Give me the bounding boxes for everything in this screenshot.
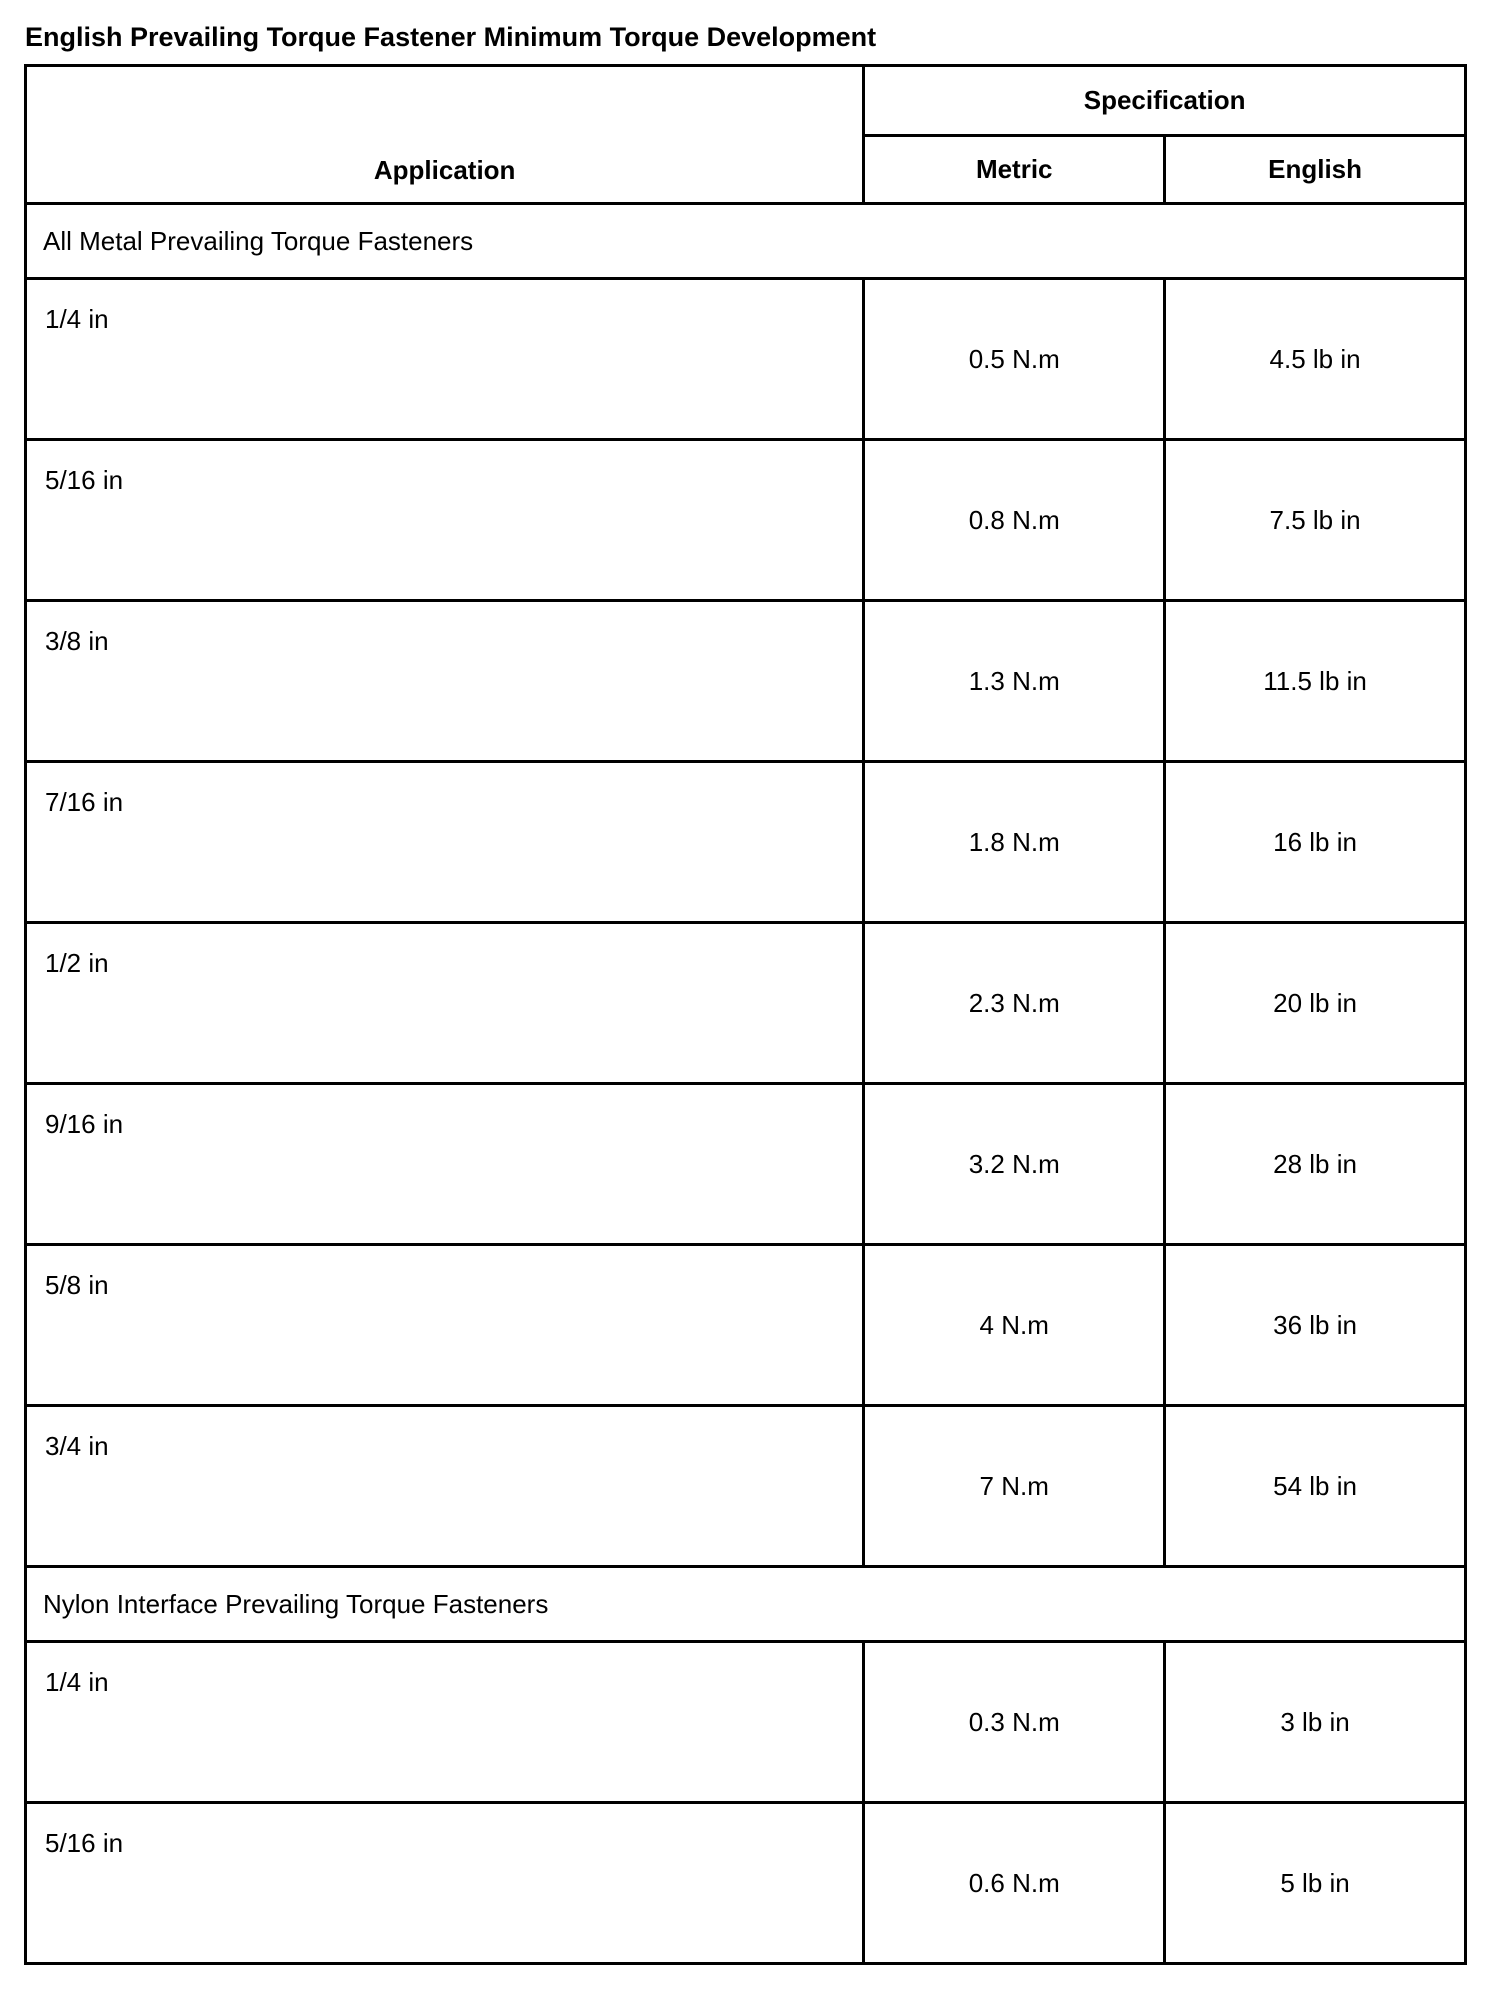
metric-cell: 0.5 N.m xyxy=(864,279,1165,440)
english-cell: 28 lb in xyxy=(1165,1084,1466,1245)
table-row xyxy=(26,1642,1466,1803)
size-cell: 1/2 in xyxy=(26,923,864,1084)
english-cell: 54 lb in xyxy=(1165,1406,1466,1567)
metric-cell: 0.3 N.m xyxy=(864,1642,1165,1803)
english-cell: 16 lb in xyxy=(1165,762,1466,923)
specification-header: Specification xyxy=(864,66,1466,136)
english-cell: 5 lb in xyxy=(1165,1803,1466,1964)
metric-cell: 3.2 N.m xyxy=(864,1084,1165,1245)
size-cell: 1/4 in xyxy=(26,1642,864,1803)
table-row xyxy=(26,1084,1466,1245)
size-cell: 5/8 in xyxy=(26,1245,864,1406)
english-cell: 11.5 lb in xyxy=(1165,601,1466,762)
metric-cell: 0.8 N.m xyxy=(864,440,1165,601)
torque-spec-table xyxy=(24,64,1467,1965)
page-title: English Prevailing Torque Fastener Minimum Torque Development xyxy=(25,22,877,52)
metric-cell: 7 N.m xyxy=(864,1406,1165,1567)
metric-cell: 1.8 N.m xyxy=(864,762,1165,923)
metric-cell: 1.3 N.m xyxy=(864,601,1165,762)
group-label: All Metal Prevailing Torque Fasteners xyxy=(26,204,1466,279)
metric-header: Metric xyxy=(864,136,1165,204)
size-cell: 7/16 in xyxy=(26,762,864,923)
size-cell: 3/4 in xyxy=(26,1406,864,1567)
table-row xyxy=(26,440,1466,601)
table-row xyxy=(26,1803,1466,1964)
english-cell: 3 lb in xyxy=(1165,1642,1466,1803)
metric-cell: 2.3 N.m xyxy=(864,923,1165,1084)
table-row xyxy=(26,279,1466,440)
application-header: Application xyxy=(26,66,864,204)
table-row xyxy=(26,601,1466,762)
english-header: English xyxy=(1165,136,1466,204)
group-label: Nylon Interface Prevailing Torque Fasteners xyxy=(26,1567,1466,1642)
english-cell: 20 lb in xyxy=(1165,923,1466,1084)
metric-cell: 4 N.m xyxy=(864,1245,1165,1406)
table-row xyxy=(26,762,1466,923)
size-cell: 1/4 in xyxy=(26,279,864,440)
size-cell: 5/16 in xyxy=(26,440,864,601)
size-cell: 3/8 in xyxy=(26,601,864,762)
size-cell: 9/16 in xyxy=(26,1084,864,1245)
size-cell: 5/16 in xyxy=(26,1803,864,1964)
table-row xyxy=(26,1406,1466,1567)
english-cell: 36 lb in xyxy=(1165,1245,1466,1406)
table-row xyxy=(26,1245,1466,1406)
group-row xyxy=(26,1567,1466,1642)
english-cell: 7.5 lb in xyxy=(1165,440,1466,601)
metric-cell: 0.6 N.m xyxy=(864,1803,1165,1964)
english-cell: 4.5 lb in xyxy=(1165,279,1466,440)
table-row xyxy=(26,923,1466,1084)
group-row xyxy=(26,204,1466,279)
header-row xyxy=(26,66,1466,136)
